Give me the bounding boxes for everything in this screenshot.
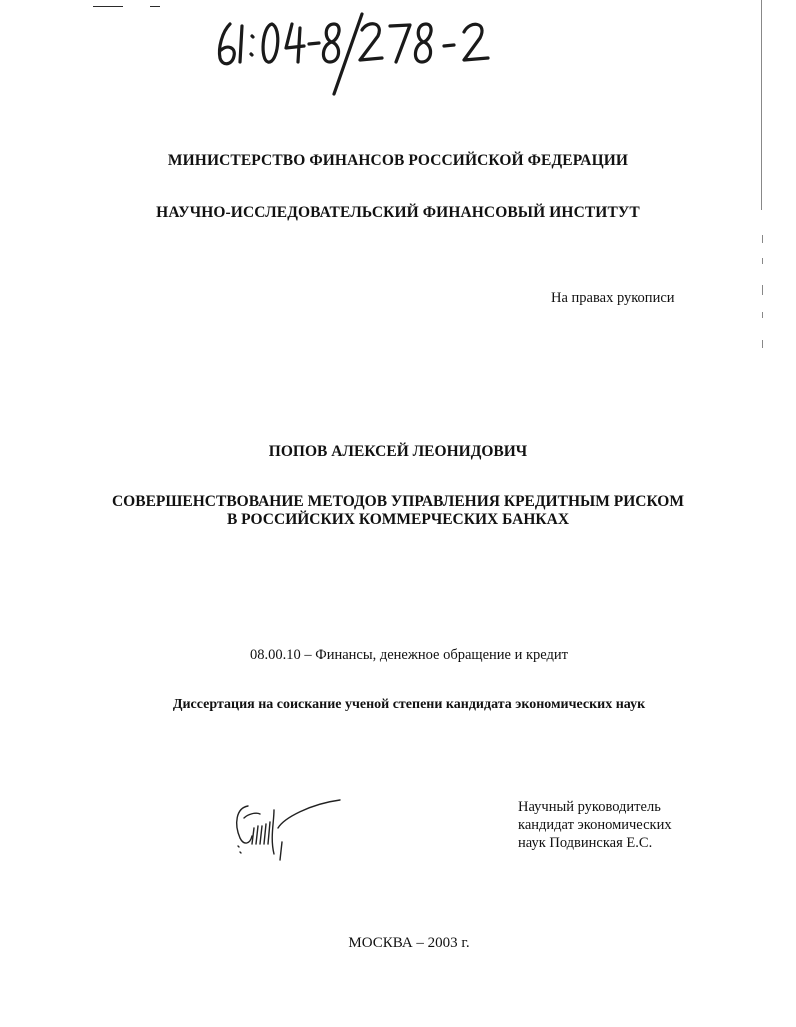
degree-statement: Диссертация на соискание ученой степени кандидата экономических наук [172, 697, 646, 712]
scientific-advisor [518, 798, 672, 852]
title-line-1: СОВЕРШЕНСТВОВАНИЕ МЕТОДОВ УПРАВЛЕНИЯ КРЕДИТНЫМ РИСКОМ [111, 493, 684, 510]
rights-note: На правах рукописи [551, 290, 675, 306]
scan-artifact-right-tick-2 [762, 258, 763, 264]
scan-artifact-right-tick-3 [762, 285, 763, 295]
scan-artifact-right-tick-4 [762, 312, 763, 318]
scan-artifact-right-tick-5 [762, 340, 763, 348]
handwritten-archive-number [212, 10, 512, 100]
author-name: ПОПОВ АЛЕКСЕЙ ЛЕОНИДОВИЧ [268, 443, 528, 460]
institute-name: НАУЧНО-ИССЛЕДОВАТЕЛЬСКИЙ ФИНАНСОВЫЙ ИНСТИТУТ [156, 204, 640, 221]
specialty-code: 08.00.10 – Финансы, денежное обращение и кредит [249, 647, 569, 663]
scan-artifact-right-edge [761, 0, 762, 210]
ministry-name: МИНИСТЕРСТВО ФИНАНСОВ РОССИЙСКОЙ ФЕДЕРАЦИИ [167, 152, 629, 169]
city-and-year: МОСКВА – 2003 г. [348, 935, 470, 951]
signature-drawing [230, 798, 350, 868]
advisor-line-1: Научный руководитель [518, 799, 661, 815]
handwritten-archive-number-drawing [212, 10, 512, 100]
scan-artifact-top-dash-2 [150, 6, 160, 7]
advisor-line-2: кандидат экономических [518, 817, 672, 833]
title-line-2: В РОССИЙСКИХ КОММЕРЧЕСКИХ БАНКАХ [226, 511, 570, 528]
scan-artifact-right-tick-1 [762, 235, 763, 243]
signature [230, 798, 350, 868]
scan-artifact-top-dash-1 [93, 6, 123, 7]
dissertation-title [0, 493, 796, 529]
advisor-line-3: наук Подвинская Е.С. [518, 835, 653, 851]
